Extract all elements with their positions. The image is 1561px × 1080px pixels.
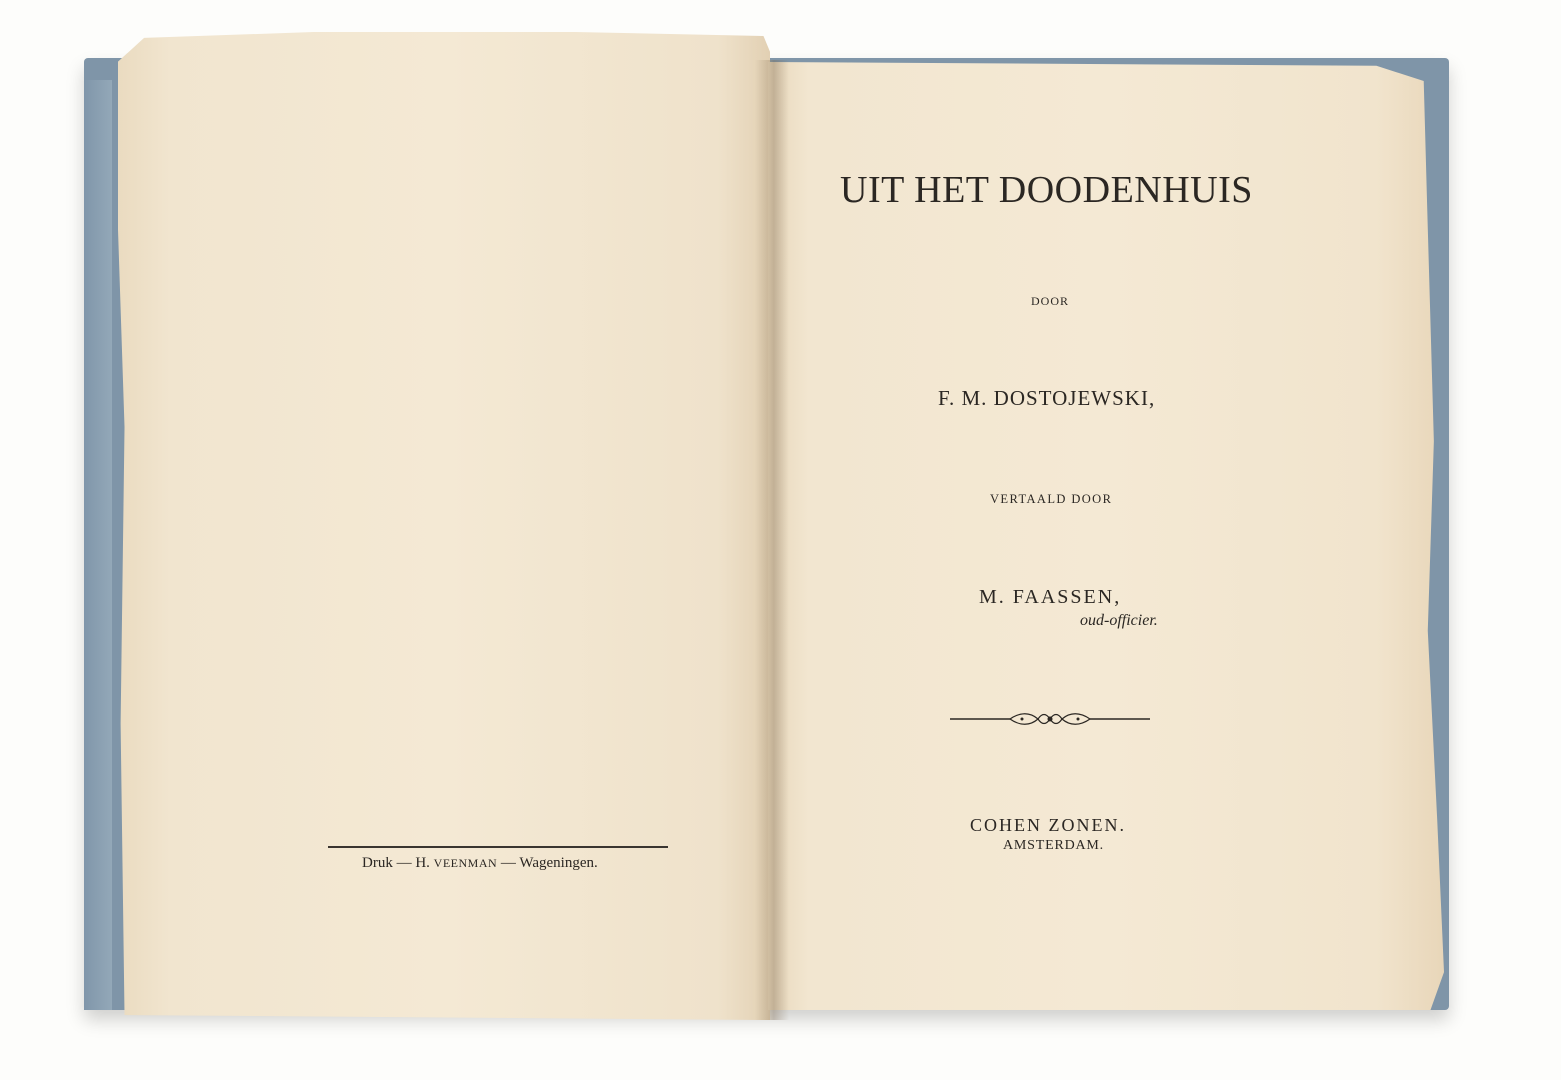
- translator-role: oud-officier.: [1080, 612, 1158, 629]
- translator-name: M. FAASSEN,: [979, 586, 1122, 608]
- translated-by-label: VERTAALD DOOR: [990, 492, 1113, 506]
- book-gutter: [755, 60, 789, 1020]
- printer-line-prefix: Druk — H.: [362, 855, 434, 871]
- printer-rule: [328, 846, 668, 848]
- publisher-city: AMSTERDAM.: [1003, 838, 1104, 853]
- cover-spine-edge: [84, 80, 112, 1010]
- author-name: F. M. DOSTOJEWSKI,: [938, 386, 1156, 410]
- printer-name: VEENMAN: [433, 856, 498, 870]
- ornament-divider-icon: [950, 708, 1150, 730]
- printer-imprint: [362, 855, 598, 872]
- publisher-name: COHEN ZONEN.: [970, 815, 1126, 835]
- book-title: UIT HET DOODENHUIS: [840, 169, 1253, 211]
- by-label: DOOR: [1031, 294, 1070, 308]
- printer-line-suffix: — Wageningen.: [497, 855, 598, 871]
